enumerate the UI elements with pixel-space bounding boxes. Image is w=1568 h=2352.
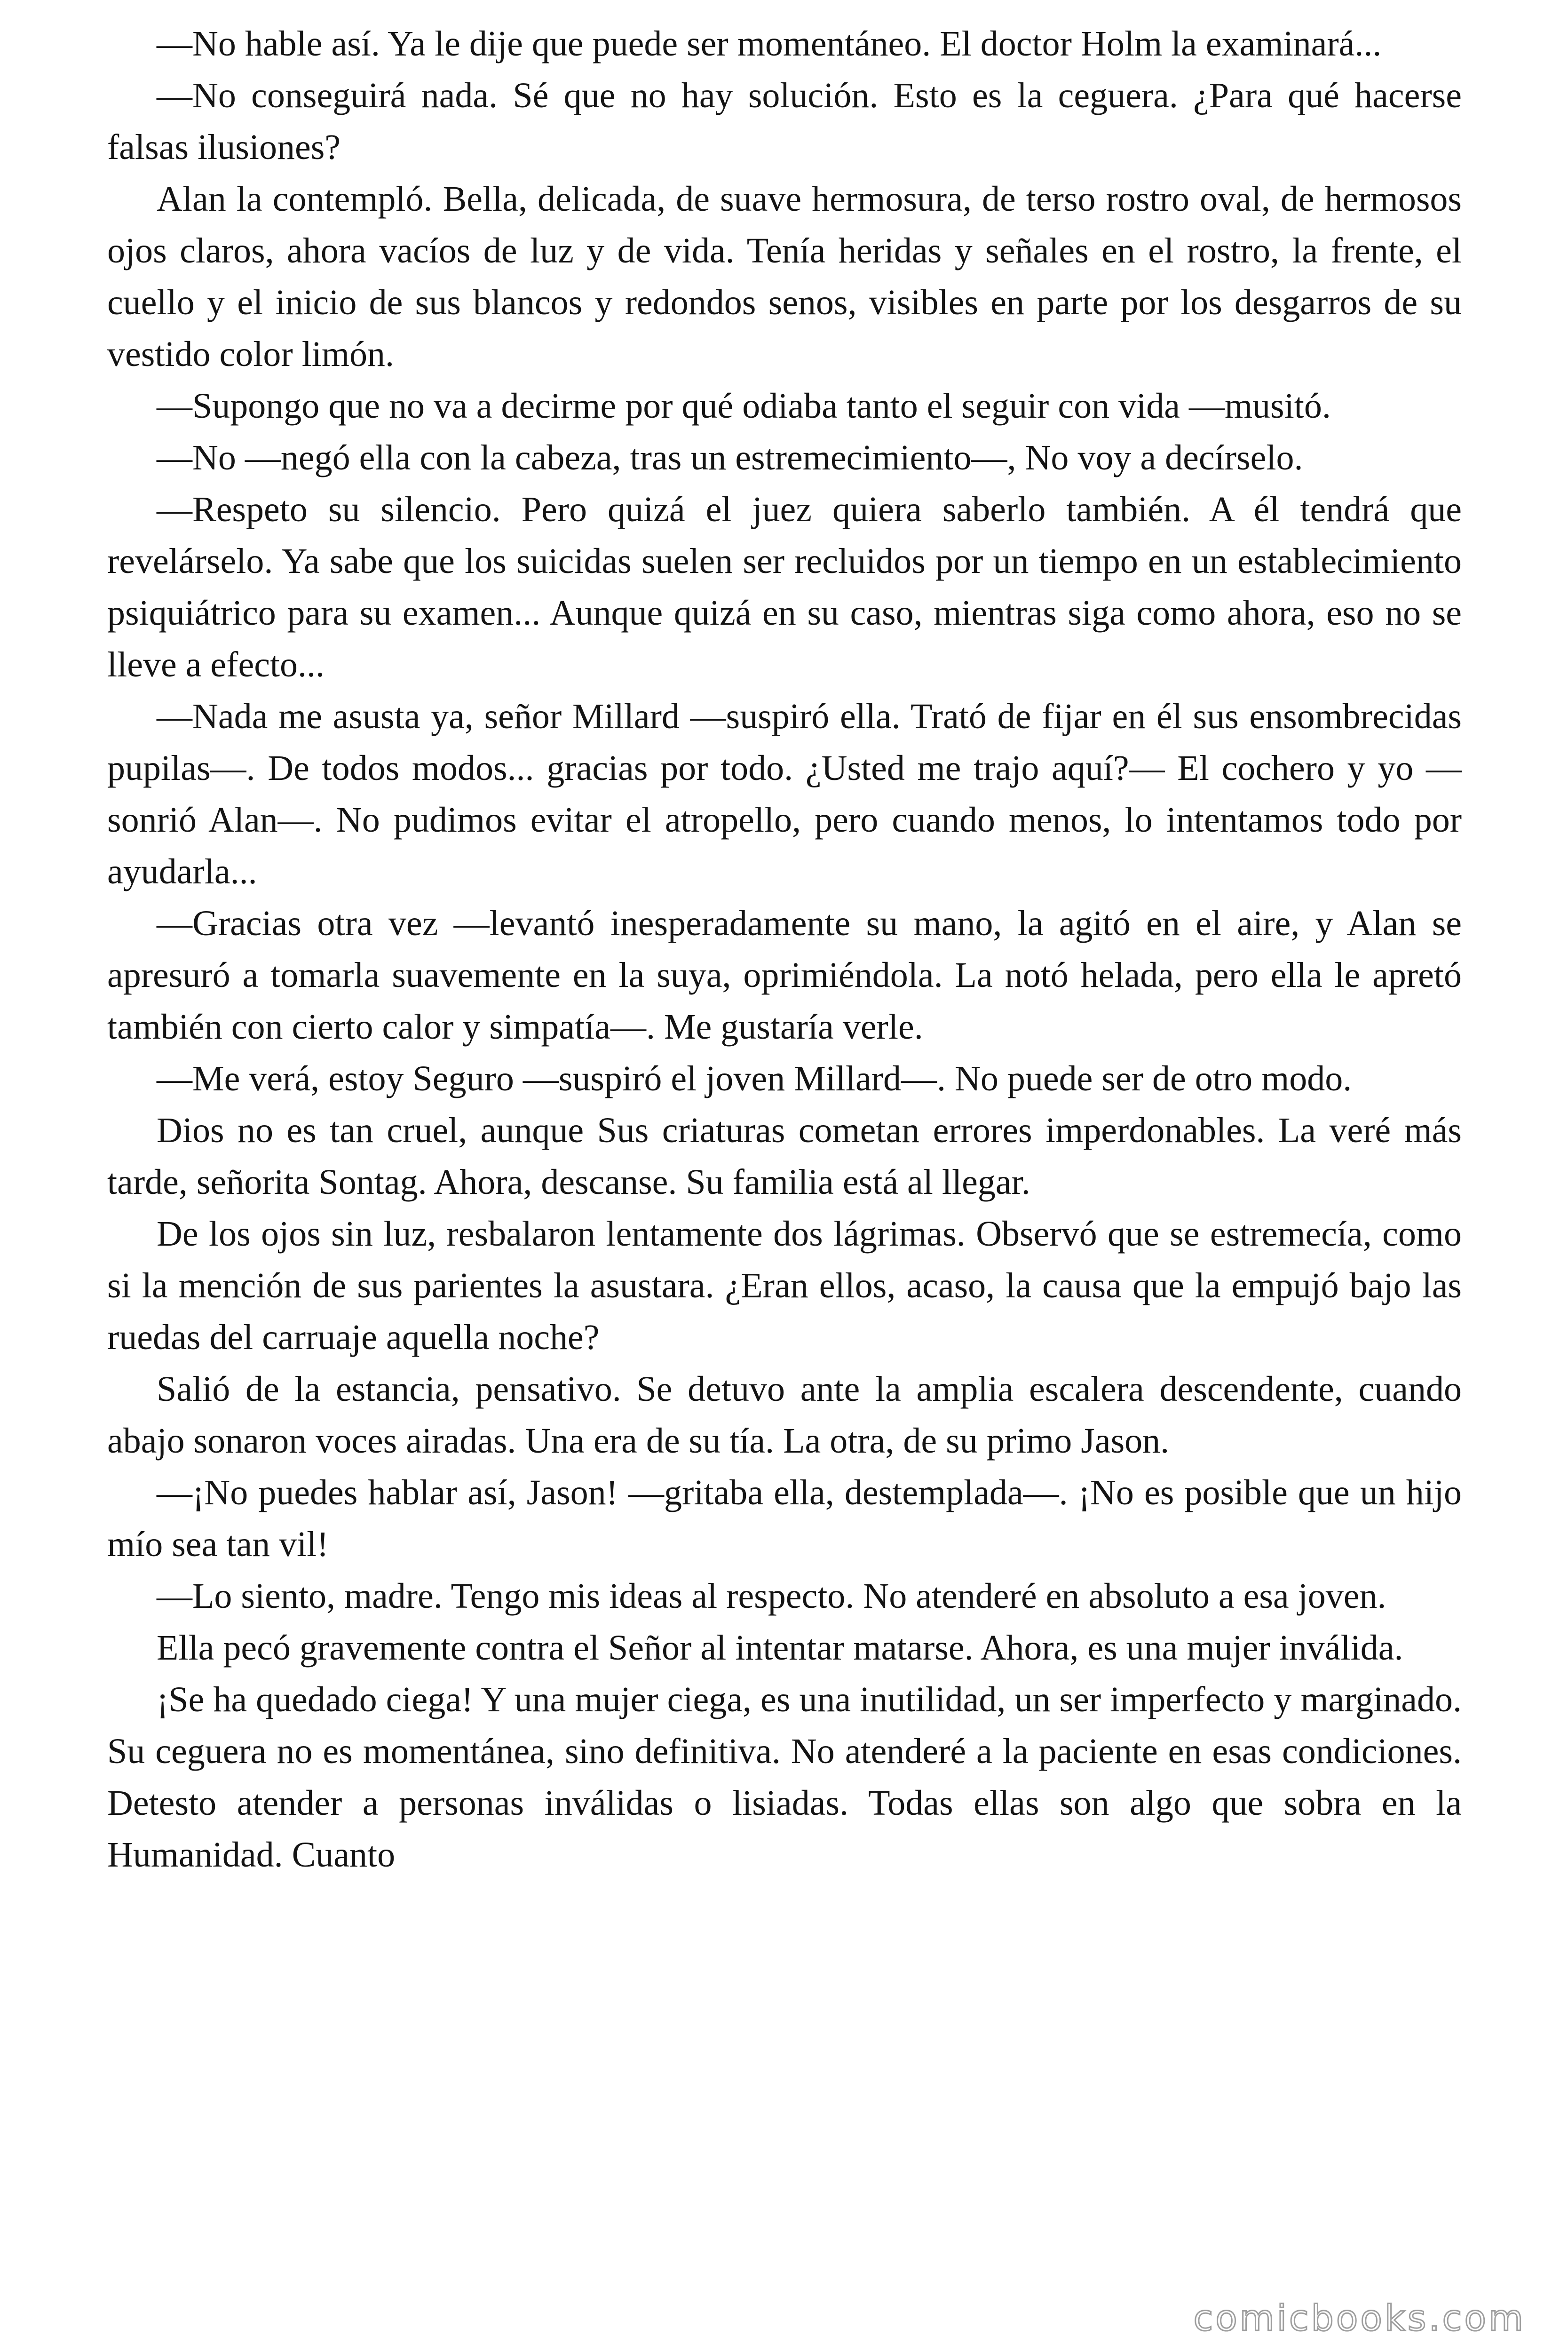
paragraph: —Gracias otra vez —levantó inesperadamente su mano, la agitó en el aire, y Alan se apresuró a tomarla suavemente en la suya, oprimiéndola. La notó helada, pero ella le apretó también con cierto calor y simpatía—. Me gustaría verle. bbox=[107, 904, 1462, 1047]
paragraph: —Nada me asusta ya, señor Millard —suspiró ella. Trató de fijar en él sus ensombrecidas pupilas—. De todos modos... gracias por todo. ¿Usted me trajo aquí?— El cochero y yo —sonrió Alan—. No pudimos evitar el atropello, pero cuando menos, lo intentamos todo por ayudarla... bbox=[107, 697, 1462, 891]
paragraph: ¡Se ha quedado ciega! Y una mujer ciega, es una inutilidad, un ser imperfecto y marginado. Su ceguera no es momentánea, sino definitiva. No atenderé a la paciente en esas condiciones. Detesto atender a personas inválidas o lisiadas. Todas ellas son algo que sobra en la Humanidad. Cuanto bbox=[107, 1680, 1462, 1875]
paragraph: Dios no es tan cruel, aunque Sus criaturas cometan errores imperdonables. La veré más tarde, señorita Sontag. Ahora, descanse. Su familia está al llegar. bbox=[107, 1111, 1462, 1202]
paragraph: —Lo siento, madre. Tengo mis ideas al respecto. No atenderé en absoluto a esa joven. bbox=[157, 1576, 1386, 1616]
paragraph: Ella pecó gravemente contra el Señor al intentar matarse. Ahora, es una mujer inválida. bbox=[157, 1628, 1403, 1668]
paragraph: —No —negó ella con la cabeza, tras un estremecimiento—, No voy a decírselo. bbox=[157, 438, 1303, 477]
paragraph: —Supongo que no va a decirme por qué odiaba tanto el seguir con vida —musitó. bbox=[157, 386, 1331, 426]
paragraph: —No conseguirá nada. Sé que no hay solución. Esto es la ceguera. ¿Para qué hacerse falsas ilusiones? bbox=[107, 76, 1462, 167]
paragraph: —Respeto su silencio. Pero quizá el juez quiera saberlo también. A él tendrá que revelárselo. Ya sabe que los suicidas suelen ser recluidos por un tiempo en un establecimiento psiquiátrico para su examen... Aunque quizá en su caso, mientras siga como ahora, eso no se lleve a efecto... bbox=[107, 490, 1462, 684]
paragraph: —¡No puedes hablar así, Jason! —gritaba ella, destemplada—. ¡No es posible que un hijo mío sea tan vil! bbox=[107, 1473, 1462, 1564]
paragraph: Alan la contempló. Bella, delicada, de suave hermosura, de terso rostro oval, de hermosos ojos claros, ahora vacíos de luz y de vida. Tenía heridas y señales en el rostro, la frente, el cuello y el inicio de sus blancos y redondos senos, visibles en parte por los desgarros de su vestido color limón. bbox=[107, 179, 1462, 374]
paragraph: De los ojos sin luz, resbalaron lentamente dos lágrimas. Observó que se estremecía, como si la mención de sus parientes la asustara. ¿Eran ellos, acaso, la causa que la empujó bajo las ruedas del carruaje aquella noche? bbox=[107, 1214, 1462, 1357]
paragraph: Salió de la estancia, pensativo. Se detuvo ante la amplia escalera descendente, cuando abajo sonaron voces airadas. Una era de su tía. La otra, de su primo Jason. bbox=[107, 1369, 1462, 1461]
book-page-text bbox=[107, 18, 1462, 1881]
paragraph: —No hable así. Ya le dije que puede ser momentáneo. El doctor Holm la examinará... bbox=[157, 24, 1382, 64]
watermark: comicbooks.com bbox=[1193, 2297, 1526, 2339]
paragraph: —Me verá, estoy Seguro —suspiró el joven Millard—. No puede ser de otro modo. bbox=[157, 1059, 1352, 1098]
